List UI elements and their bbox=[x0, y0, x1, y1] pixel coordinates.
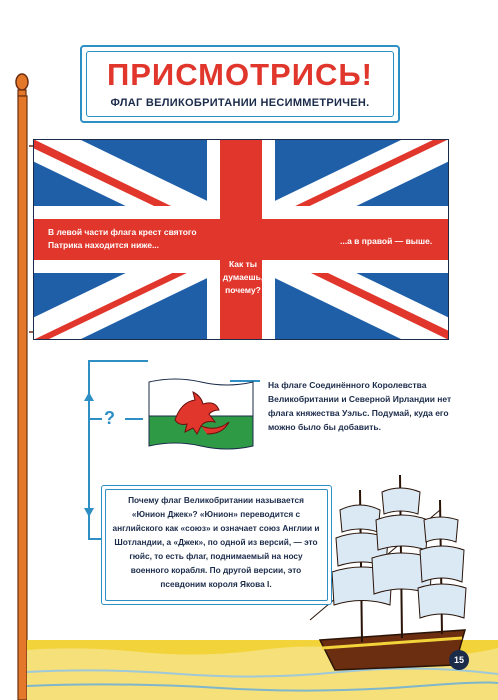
connector-line bbox=[88, 360, 148, 362]
arrow-down-icon bbox=[84, 508, 94, 518]
wales-text: На флаге Соединённого Королевства Великобритании и Северной Ирландии нет флага княжества Уэльс. Подумай, куда его можно было бы добавить. bbox=[268, 380, 452, 432]
arrow-up-icon bbox=[84, 392, 94, 402]
page-subtitle: ФЛАГ ВЕЛИКОБРИТАНИИ НЕСИММЕТРИЧЕН. bbox=[110, 97, 370, 109]
page-title: ПРИСМОТРИСЬ! bbox=[106, 57, 374, 92]
question-mark: ? bbox=[104, 408, 115, 428]
info-text: Почему флаг Великобритании называется «Юнион Джек»? «Юнион» переводится с английского как «союз» и означает союз Англии и Шотландии, а «Джек», по одной из версий, — это гюйс, то есть флаг, поднимаемый на носу военного корабля. По другой версии, это псевдоним короля Якова I. bbox=[112, 495, 320, 589]
connector-line bbox=[125, 418, 143, 420]
flag-note-center: Как ты думаешь, почему? bbox=[222, 259, 264, 295]
flag-note-right: ...а в правой — выше. bbox=[340, 236, 433, 246]
wales-flag bbox=[145, 376, 257, 452]
page-number: 15 bbox=[449, 650, 469, 670]
connector-line bbox=[88, 418, 102, 420]
connector-line bbox=[88, 538, 102, 540]
title-plate bbox=[80, 45, 400, 123]
flag-note-left: В левой части флага крест святого Патрика находится ниже... bbox=[48, 227, 197, 250]
